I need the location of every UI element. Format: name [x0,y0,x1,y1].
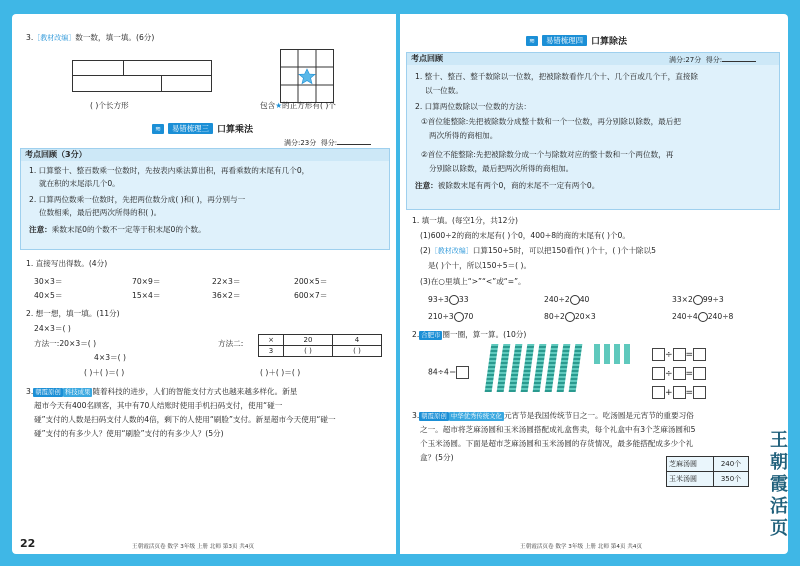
q3-heading: 3.［教材改编］数一数，填一填。(6分) [26,33,155,42]
star-icon [299,69,315,84]
footer-right: 王朝霞活页卷 数学 3年级 上册 北师 第4页 共4页 [520,544,643,550]
grid-svg [280,49,334,103]
square-grid-figure [280,49,334,103]
single-stick [624,344,630,364]
p2-title: 2. 想一想，填一填。(11分) [26,309,120,318]
review-box-right: 考点回顾 满分:27分 得分: 1. 整十、整百、整千数除以一位数，把被除数看作几个十、几个百或几个千，直接除 以一位数。 2. 口算两位数除以一位数的方法： ①首位能整除:先把被除数分成整十数和一个一位数，再分别除以除数，最后把 两次所得的商相加。 ②首位不能整除:先把被除数分成一个与除数对应的整十数和一个两位数，再 分别除以除数，最后把两次所得的商相加。 注意：被除数末尾有两个0，商的末尾不一定有两个0。 [406,52,780,210]
p1-title: 1. 直接写出得数。(4分) [26,259,108,268]
footer-left: 王朝霞活页卷 数学 3年级 上册 北师 第3页 共4页 [132,544,255,550]
review-box: 考点回顾（3分） 1. 口算整十、整百数乘一位数时，先按表内乘法算出积，再看乘数的末尾有几个0， 就在积的末尾添几个0。 2. 口算两位数乘一位数时，先把两位数分成( )和( )，再分别与一 位数相乘，最后把两次所得的积( )。 注意：乘数末尾0的个数不一定等于积末尾0的个数。 [20,148,390,250]
compare-1: 93÷3 33 [428,295,469,304]
single-stick [604,344,610,364]
star-icon: ★ [275,101,282,110]
single-stick [614,344,620,364]
calc-5: 40×5＝ [34,291,63,300]
calc-4: 200×5＝ [294,277,328,286]
stick [545,344,559,392]
section-header-multiply: ≋ 易错梳理三 口算乘法 [152,122,253,135]
single-stick [594,344,600,364]
review-title: 考点回顾 满分:27分 得分: [407,53,779,65]
calc-1: 30×3＝ [34,277,63,286]
stick [497,344,511,392]
rectangle-figure [72,60,212,92]
div-row-3: + = [652,386,706,399]
p3-line1: 3. 朝霞原创 科技成果 随着科技的进步，人们的智能支付方式也越来越多样化。新星 [26,387,298,396]
r-p2-eq: 84÷4＝ [428,366,469,379]
review-title: 考点回顾（3分） [21,149,389,161]
stick [557,344,571,392]
r-p3-line1: 3. 朝霞原创 中华优秀传统文化 元宵节是我国传统节日之一。吃汤圆是元宵节的重要习俗 [412,411,694,420]
calc-7: 36×2＝ [212,291,241,300]
page-number: 22 [20,537,36,550]
calc-3: 22×3＝ [212,277,241,286]
section-header-divide: ≋ 易错梳理四 口算除法 [526,34,627,47]
square-caption: 包含★的正方形有( )个 [260,101,336,110]
rect-caption: ( )个长方形 [90,101,129,110]
compare-6: 240÷4 240÷8 [672,312,734,321]
div-row-2: ÷ = [652,367,706,380]
calc-6: 15×4＝ [132,291,161,300]
r-p2-title: 2. 合肥市 圈一圈，算一算。(10分) [412,330,527,339]
stick [509,344,523,392]
stick [533,344,547,392]
calc-2: 70×9＝ [132,277,161,286]
stick [485,344,499,392]
stick [521,344,535,392]
left-page: 3.［教材改编］数一数，填一填。(6分) ( )个长方形 包含★的正方形有( )个 ≋ 易错梳理三 口算乘法 满分:23分 得分: 考点回顾（3分） 1. 口算整十、整百数乘一位数时，先按表内乘法算出积，再看乘数的末尾有几个0， 就在积的末尾添几个0。 2. 口算两位数乘一位数时，先把两位数分成( )和( )，再分别与一 位数相乘，最后把两次所得的积( )。 注意：乘数末尾0的个数不一定等于积末尾0的个数。 1. 直接写出得数。(4分) 30×3＝ 70×9＝ 22×3＝ 200×5＝ 40×5＝ 15×4＝ 36×2＝ 600×7＝ 2. 想一想，填一填。(11分) 24×3＝( ) 方法一:20×3＝( ) 4×3＝( ) ( )＋( )＝( ) 方法二: × 20 4 3 ( ) ( ) ( )＋( )＝( ) 3. 朝霞原创 科技成果 随着科技的进步，人们的智能支付方式也越来越多样化。新星 超市今天有400名顾客，其中有70人结账时使用手机扫码支付，使用“碰一 碰”支付的人数是扫码支付人数的4倍，剩下的人使用“刷脸”支付。新星超市今天使用“碰一 碰”支付的有多少人？使用“刷脸”支付的有多少人？(5分) 22 王朝霞活页卷 数学 3年级 上册 北师 第3页 共4页 [12,14,396,554]
right-page: ≋ 易错梳理四 口算除法 考点回顾 满分:27分 得分: 1. 整十、整百、整千数除以一位数，把被除数看作几个十、几个百或几个千，直接除 以一位数。 2. 口算两位数除以一位数的方法： ①首位能整除:先把被除数分成整十数和一个一位数，再分别除以除数，最后把 两次所得的商相加。 ②首位不能整除:先把被除数分成一个与除数对应的整十数和一个两位数，再 分别除以除数，最后把两次所得的商相加。 注意：被除数末尾有两个0，商的末尾不一定有两个0。 1. 填一填。(每空1分，共12分) (1)600÷2的商的末尾有( )个0，400÷8的商的末尾有( )个0。 (2)［教材改编］口算150÷5时，可以把150看作( )个十，( )个十除以5 是( )个十，所以150÷5＝( )。 (3)在○里填上“>”“<”或“=”。 93÷3 33 240÷2 40 33×2 99÷3 210÷3 70 80÷2 20×3 240÷4 240÷8 2. 合肥市 圈一圈，算一算。(10分) 84÷4＝ ÷ = ÷ = + = 3. 朝霞原创 中华优秀传统文化 元宵节是我国传统节日之一。吃汤圆是元宵节的重要习俗 之一。超市将芝麻汤圆和玉米汤圆搭配成礼盒售卖，每个礼盒中有3个芝麻汤圆和5 个玉米汤圆。下面是超市芝麻汤圆和玉米汤圆的存货情况，最多能搭配成多少个礼 盒？(5分) 芝麻汤圆 240个 玉米汤圆 350个 王朝霞活页卷 数学 3年级 上册 北师 第4页 共4页 [400,14,788,554]
method-two-table: × 20 4 3 ( ) ( ) [258,334,382,357]
calc-8: 600×7＝ [294,291,328,300]
stock-table: 芝麻汤圆 240个 玉米汤圆 350个 [666,456,749,487]
div-row-1: ÷ = [652,348,706,361]
r-p1-title: 1. 填一填。(每空1分，共12分) [412,216,519,225]
compare-4: 210÷3 70 [428,312,474,321]
wave-icon: ≋ [152,124,164,134]
compare-2: 240÷2 40 [544,295,590,304]
stick [569,344,583,392]
score-line: 满分:23分 得分: [284,136,371,149]
brand-logo: 王朝霞活页 [770,430,788,539]
compare-5: 80÷2 20×3 [544,312,596,321]
wave-icon: ≋ [526,36,538,46]
counting-sticks [488,344,638,400]
compare-3: 33×2 99÷3 [672,295,724,304]
